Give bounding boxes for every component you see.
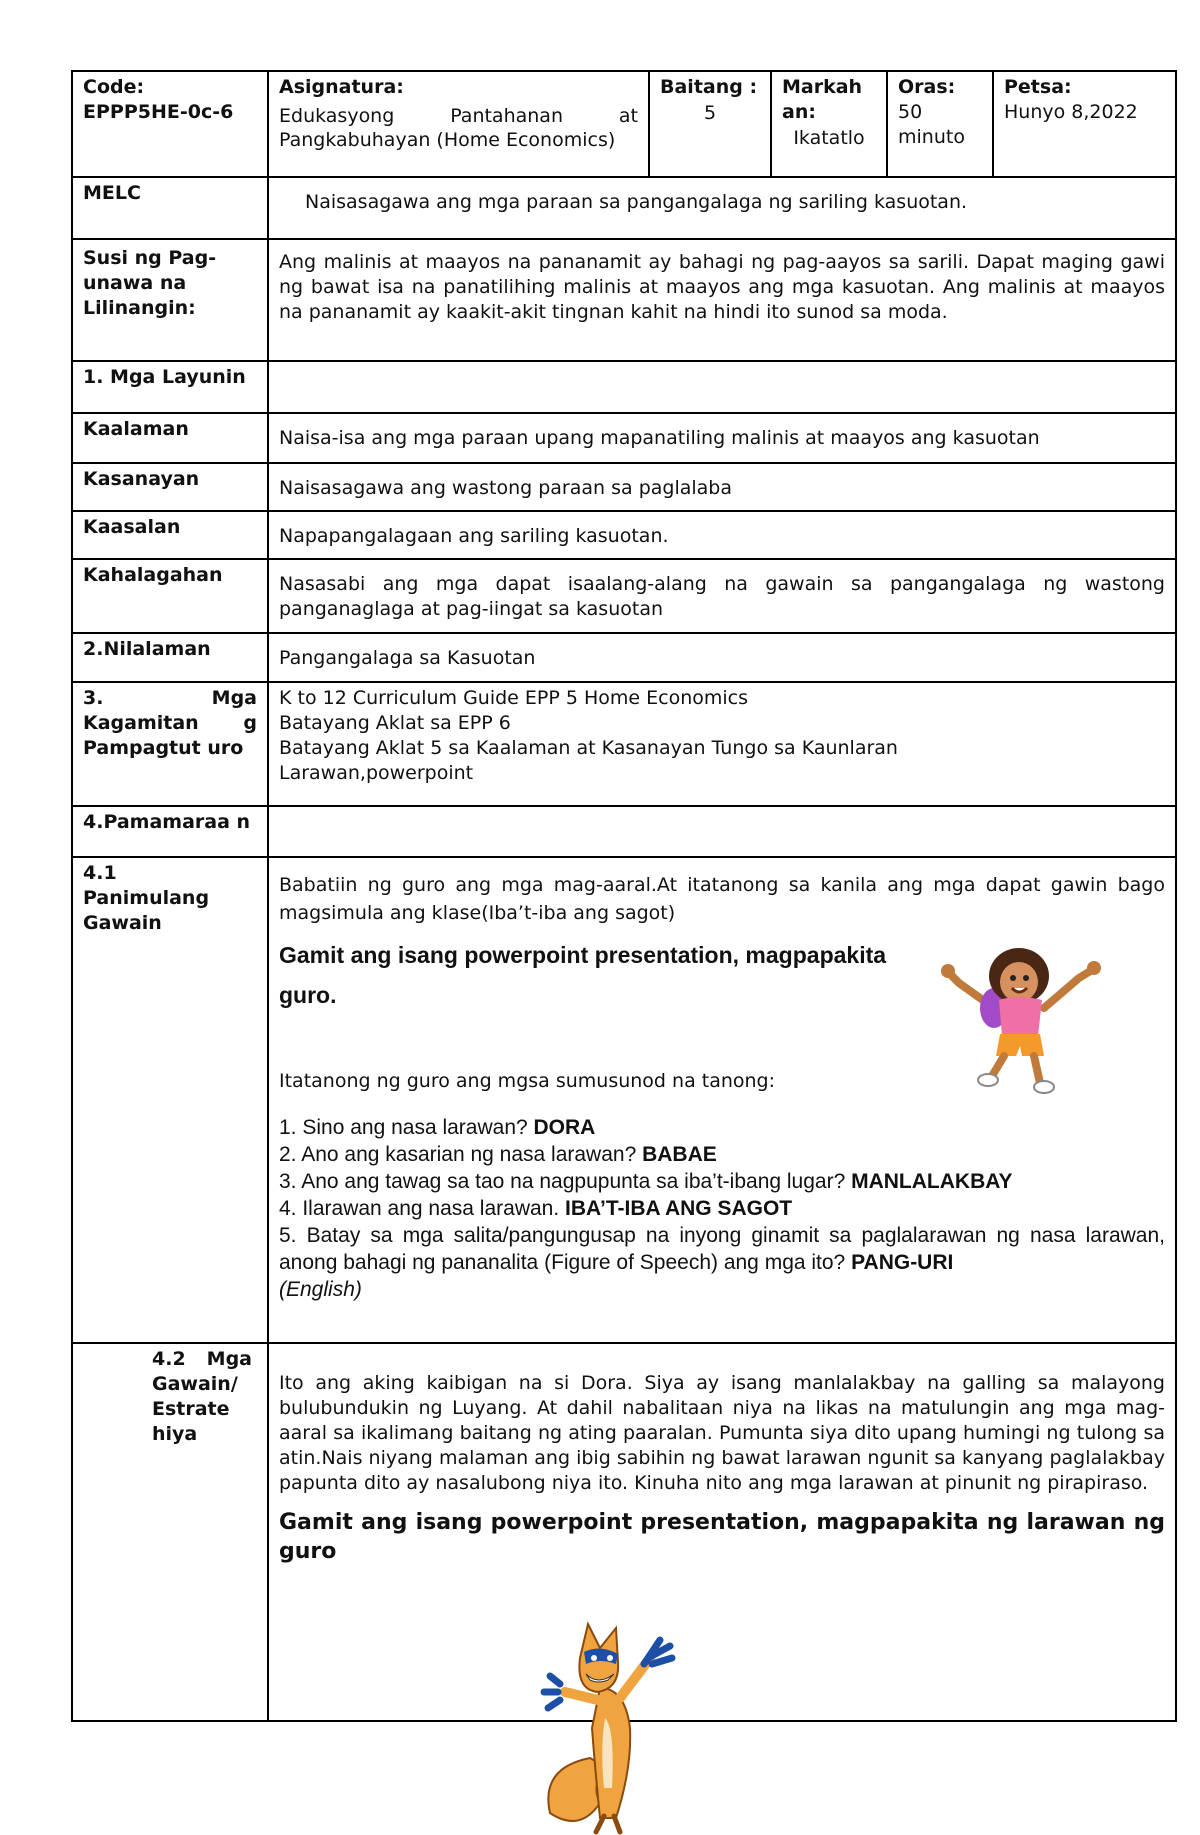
time-label: Oras:	[898, 76, 956, 98]
kaasalan-label: Kaasalan	[72, 511, 268, 559]
subject-label: Asignatura:	[279, 76, 404, 98]
kagamitan-item: Batayang Aklat sa EPP 6	[279, 712, 511, 734]
quarter-cell	[771, 71, 887, 177]
subject-cell	[268, 71, 649, 177]
kagamitan-list	[268, 682, 1176, 806]
panimula-row	[72, 857, 1176, 1343]
gawain-label-text: 4.2 Mga Gawain/ Estrate hiya	[152, 1348, 252, 1445]
grade-cell	[649, 71, 771, 177]
kaalaman-row	[72, 413, 1176, 463]
kahalagahan-row	[72, 559, 1176, 633]
layunin-row	[72, 361, 1176, 413]
code-cell	[72, 71, 268, 177]
question-answer: MANLALAKBAY	[851, 1170, 1013, 1193]
pamamaraan-row	[72, 806, 1176, 857]
question-answer: DORA	[533, 1116, 596, 1139]
kasanayan-label: Kasanayan	[72, 463, 268, 511]
question-text: 3. Ano ang tawag sa tao na nagpupunta sa iba’t-ibang lugar?	[279, 1170, 852, 1193]
layunin-empty	[268, 361, 1176, 413]
kagamitan-item: K to 12 Curriculum Guide EPP 5 Home Economics	[279, 687, 749, 709]
question-item	[279, 1141, 1165, 1168]
melc-text: Naisasagawa ang mga paraan sa pangangalaga ng sariling kasuotan.	[268, 177, 1176, 239]
date-cell	[993, 71, 1176, 177]
kaasalan-text: Napapangalagaan ang sariling kasuotan.	[268, 511, 1176, 559]
panimula-intro: Babatiin ng guro ang mga mag-aaral.At itatanong sa kanila ang mga dapat gawin bago magsimula ang klase(Iba’t-iba ang sagot)	[279, 874, 1165, 924]
melc-row	[72, 177, 1176, 239]
pamamaraan-label: 4.Pamamaraa n	[72, 806, 268, 857]
pamamaraan-empty	[268, 806, 1176, 857]
gawain-story: Ito ang aking kaibigan na si Dora. Siya ay isang manlalakbay na galling sa malayong bulubundukin ng Luyang. At dahil nabalitaan niya na likas na matulungin ang mga mag-aaral sa ikalimang baitang ng ating paaralan. Pumunta siya dito upang humingi ng tulong sa atin.Nais niyang malaman ang ibig sabihin ng bawat larawan ngunit sa kanyang paglalakbay papunta dito ay nasalubong niya ito. Kinuha nito ang mga larawan at pinunit ng pirapiraso.	[279, 1372, 1165, 1494]
panimula-label-text: 4.1 Panimulang Gawain	[83, 862, 210, 934]
question-item	[279, 1114, 1165, 1141]
grade-value: 5	[703, 102, 717, 124]
question-text: 4. Ilarawan ang nasa larawan.	[279, 1197, 566, 1220]
header-row	[72, 71, 1176, 177]
susi-text: Ang malinis at maayos na pananamit ay bahagi ng pag-aayos sa sarili. Dapat maging gawi ng bawat isa na panatilihing malinis at maayos ang mga kasuotan. Ang malinis at maayos na pananamit ay kaakit-akit tingnan kahit na hindi ito sunod sa moda.	[268, 239, 1176, 361]
panimula-content	[268, 857, 1176, 1343]
kaalaman-label: Kaalaman	[72, 413, 268, 463]
kagamitan-item: Batayang Aklat 5 sa Kaalaman at Kasanayan Tungo sa Kaunlaran	[279, 737, 898, 759]
kaasalan-row	[72, 511, 1176, 559]
kagamitan-item: Larawan,powerpoint	[279, 762, 474, 784]
nilalaman-row	[72, 633, 1176, 682]
code-value: EPPP5HE-0c-6	[83, 101, 234, 123]
question-text: 2. Ano ang kasarian ng nasa larawan?	[279, 1143, 643, 1166]
swiper-fox-illustration-icon	[520, 1618, 700, 1835]
susi-label: Susi ng Pag-unawa na Lilinangin:	[72, 239, 268, 361]
question-list	[279, 1114, 1165, 1303]
kasanayan-text: Naisasagawa ang wastong paraan sa paglalaba	[268, 463, 1176, 511]
date-value: Hunyo 8,2022	[1004, 101, 1138, 123]
kahalagahan-label: Kahalagahan	[72, 559, 268, 633]
panimula-label	[72, 857, 268, 1343]
kagamitan-label	[72, 682, 268, 806]
susi-row	[72, 239, 1176, 361]
subject-value: Edukasyong Pantahanan at Pangkabuhayan (Home Economics)	[279, 105, 638, 151]
kagamitan-label-text: 3. Mga Kagamitan g Pampagtut uro	[83, 687, 257, 759]
question-text: 1. Sino ang nasa larawan?	[279, 1116, 534, 1139]
gawain-label	[72, 1343, 268, 1721]
grade-label: Baitang :	[660, 76, 758, 98]
question-answer: BABAE	[642, 1143, 717, 1166]
question-answer: PANG-URI	[851, 1251, 954, 1274]
time-value: 50 minuto	[898, 101, 965, 148]
layunin-label: 1. Mga Layunin	[72, 361, 268, 413]
gawain-ppt-text: Gamit ang isang powerpoint presentation, magpapakita ng larawan ng guro	[279, 1510, 1165, 1564]
question-item	[279, 1195, 1165, 1222]
gawain-content	[268, 1343, 1176, 1721]
nilalaman-label: 2.Nilalaman	[72, 633, 268, 682]
quarter-value: Ikatatlo	[793, 127, 865, 149]
kagamitan-row	[72, 682, 1176, 806]
lesson-plan-table	[71, 70, 1177, 1722]
code-label: Code:	[83, 76, 145, 98]
dora-illustration-icon	[934, 938, 1114, 1098]
panimula-ppt-line2: guro.	[279, 982, 337, 1008]
english-note: (English)	[279, 1278, 362, 1301]
kaalaman-text: Naisa-isa ang mga paraan upang mapanatiling malinis at maayos ang kasuotan	[268, 413, 1176, 463]
kasanayan-row	[72, 463, 1176, 511]
time-cell	[887, 71, 993, 177]
date-label: Petsa:	[1004, 76, 1072, 98]
question-item	[279, 1222, 1165, 1303]
melc-label: MELC	[72, 177, 268, 239]
kahalagahan-text: Nasasabi ang mga dapat isaalang-alang na gawain sa pangangalaga ng wastong panganaglaga at pag-iingat sa kasuotan	[268, 559, 1176, 633]
nilalaman-text: Pangangalaga sa Kasuotan	[268, 633, 1176, 682]
question-answer: IBA’T-IBA ANG SAGOT	[565, 1197, 793, 1220]
panimula-ppt-line1: Gamit ang isang powerpoint presentation, magpapakita	[279, 942, 887, 968]
question-text: 5. Batay sa mga salita/pangungusap na inyong ginamit sa paglalarawan ng nasa larawan, anong bahagi ng pananalita (Figure of Speech) ang mga ito?	[279, 1224, 1165, 1274]
question-item	[279, 1168, 1165, 1195]
quarter-label: Markah an:	[782, 76, 863, 123]
question-intro: Itatanong ng guro ang mgsa sumusunod na tanong:	[279, 1070, 776, 1092]
